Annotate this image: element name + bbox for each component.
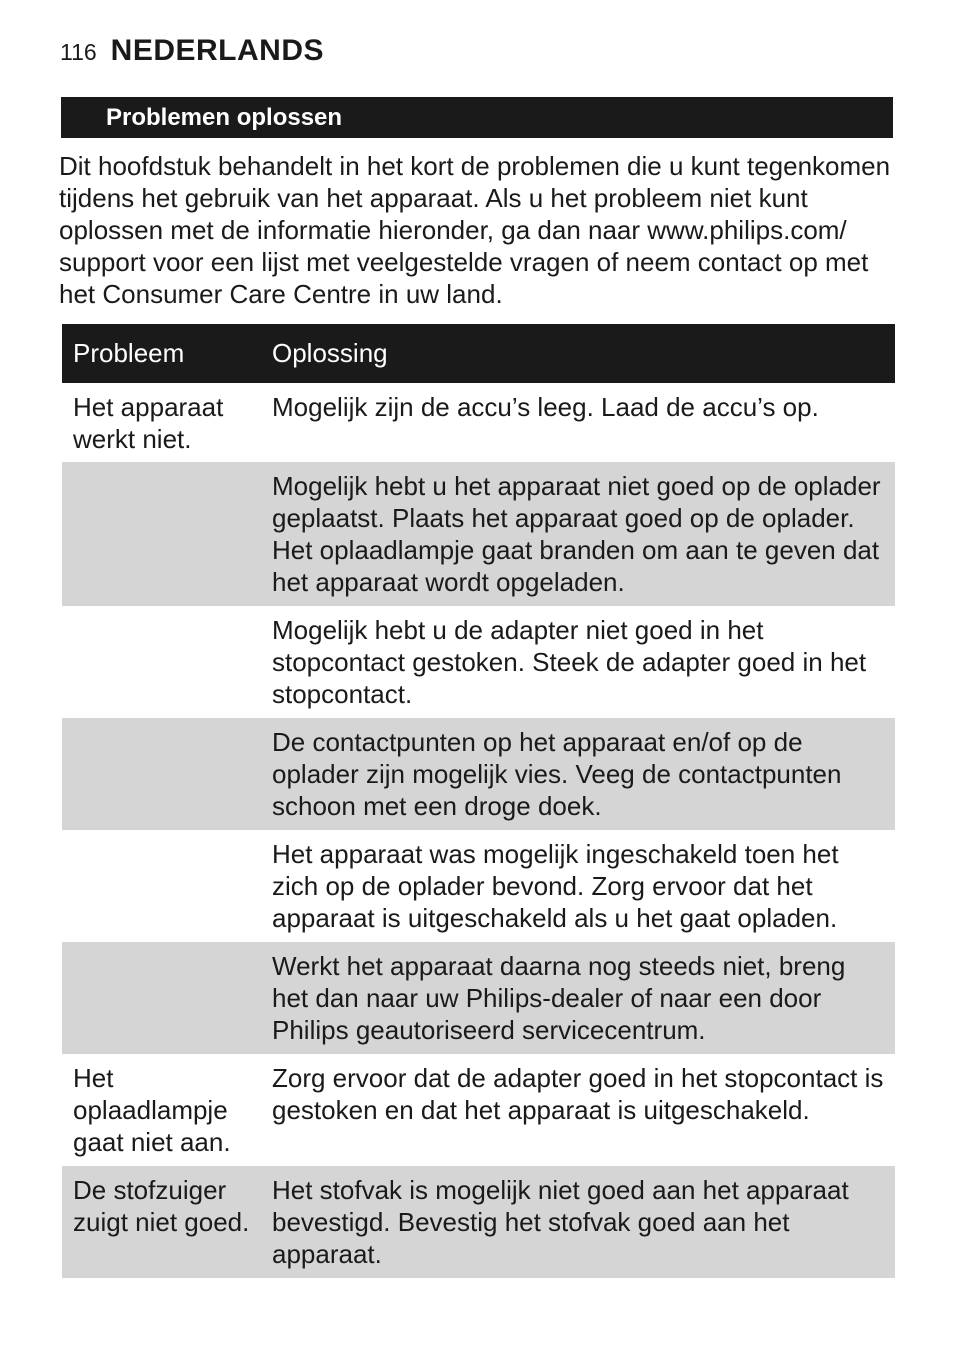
table-row bbox=[62, 383, 895, 462]
table-row bbox=[62, 1166, 895, 1278]
solution-cell: Mogelijk hebt u het apparaat niet goed op de oplader geplaatst. Plaats het apparaat goed op de oplader. Het oplaadlampje gaat branden om aan te geven dat het apparaat wordt opgeladen. bbox=[272, 471, 881, 597]
table-row bbox=[62, 718, 895, 830]
solution-cell: Het apparaat was mogelijk ingeschakeld toen het zich op de oplader bevond. Zorg ervoor dat het apparaat is uitgeschakeld als u het gaat opladen. bbox=[272, 839, 839, 933]
solution-cell: Werkt het apparaat daarna nog steeds niet, breng het dan naar uw Philips-dealer of naar een door Philips geautoriseerd servicecentrum. bbox=[272, 951, 846, 1045]
problem-cell: Het apparaat werkt niet. bbox=[73, 392, 224, 454]
problem-cell bbox=[62, 718, 272, 830]
solution-cell: Mogelijk hebt u de adapter niet goed in het stopcontact gestoken. Steek de adapter goed in het stopcontact. bbox=[272, 615, 867, 709]
problem-cell bbox=[62, 462, 272, 606]
table-row bbox=[62, 942, 895, 1054]
page-number: 116 bbox=[60, 39, 97, 65]
solution-cell: Mogelijk zijn de accu’s leeg. Laad de accu’s op. bbox=[272, 392, 819, 422]
problem-cell bbox=[62, 606, 272, 718]
problem-cell bbox=[62, 830, 272, 942]
problem-cell bbox=[62, 942, 272, 1054]
solution-cell: De contactpunten op het apparaat en/of op de oplader zijn mogelijk vies. Veeg de contactpunten schoon met een droge doek. bbox=[272, 727, 842, 821]
solution-cell: Het stofvak is mogelijk niet goed aan het apparaat bevestigd. Bevestig het stofvak goed aan het apparaat. bbox=[272, 1175, 849, 1269]
page-header bbox=[60, 34, 324, 74]
intro-paragraph: Dit hoofdstuk behandelt in het kort de problemen die u kunt tegenkomen tijdens het gebruik van het apparaat. Als u het probleem niet kunt oplossen met de informatie hieronder, ga dan naar www.philips.com/ support voor een lijst met veelgestelde vragen of neem contact op met het Consumer Care Centre in uw land. bbox=[59, 151, 891, 309]
solution-cell: Zorg ervoor dat de adapter goed in het stopcontact is gestoken en dat het apparaat is uitgeschakeld. bbox=[272, 1063, 884, 1125]
table-row bbox=[62, 606, 895, 718]
table-row bbox=[62, 830, 895, 942]
table-header bbox=[62, 324, 895, 383]
problem-cell: De stofzuiger zuigt niet goed. bbox=[73, 1175, 250, 1237]
column-header-problem: Probleem bbox=[73, 338, 185, 368]
troubleshooting-table bbox=[62, 324, 895, 1278]
section-title: Problemen oplossen bbox=[61, 97, 893, 138]
table-row bbox=[62, 1054, 895, 1166]
problem-cell: Het oplaadlampje gaat niet aan. bbox=[73, 1063, 231, 1157]
language-heading: NEDERLANDS bbox=[110, 34, 325, 67]
table-row bbox=[62, 462, 895, 606]
column-header-solution: Oplossing bbox=[272, 338, 388, 368]
